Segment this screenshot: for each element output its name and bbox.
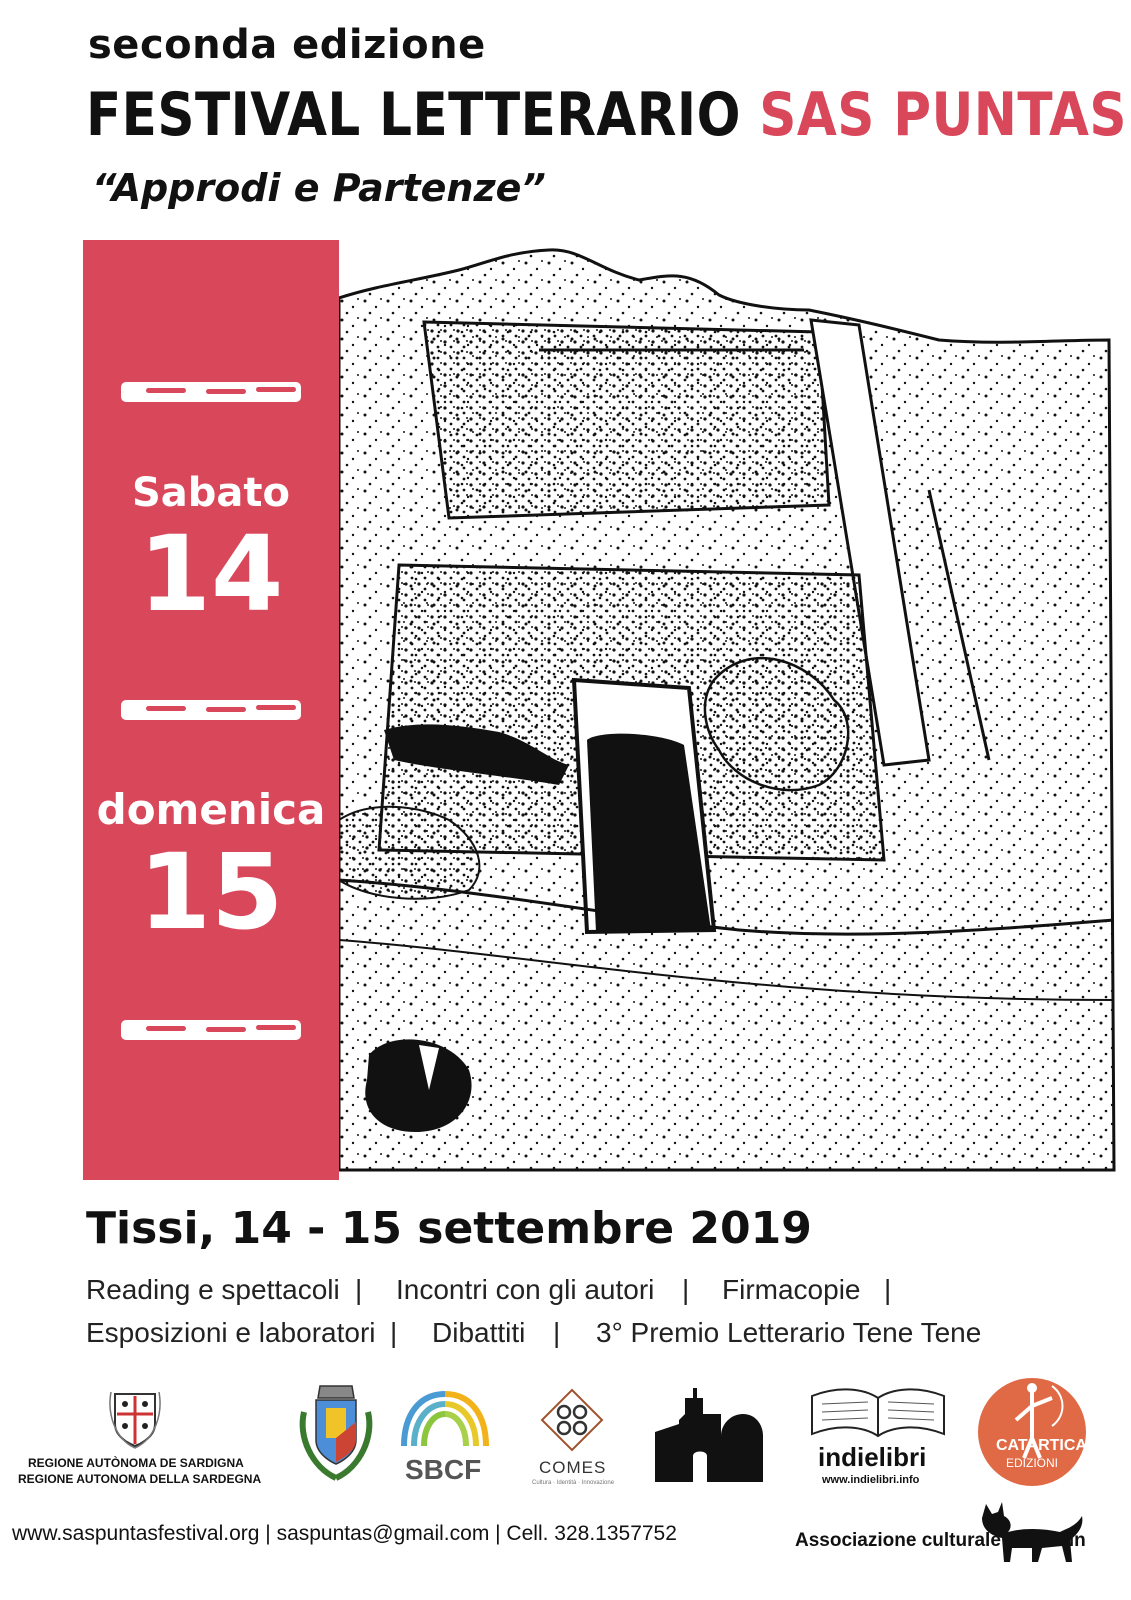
catartica-archer-logo-icon — [976, 1376, 1088, 1488]
festival-title-main: FESTIVAL LETTERARIO — [86, 80, 741, 150]
dates-band — [83, 240, 339, 1180]
comes-logo-icon — [540, 1388, 604, 1452]
festival-title-accent: SAS PUNTAS — [759, 80, 1127, 150]
comune-tissi-crest-icon — [294, 1382, 378, 1482]
day2-number: 15 — [138, 831, 284, 953]
activity-esposizioni: Esposizioni e laboratori — [86, 1317, 376, 1348]
activity-separator: | — [682, 1274, 690, 1305]
day1-number: 14 — [138, 513, 284, 635]
open-book-icon — [808, 1384, 948, 1444]
day2-name: domenica — [96, 785, 326, 834]
day1-name: Sabato — [131, 470, 291, 516]
contact-footer: www.saspuntasfestival.org | saspuntas@gmail.com | Cell. 328.1357752 — [12, 1522, 677, 1545]
regione-sardegna-emblem-icon — [105, 1384, 165, 1450]
sbcf-logo-icon — [400, 1384, 490, 1448]
comes-tagline: Cultura · Identità · Innovazione — [532, 1480, 615, 1486]
brush-divider-top — [121, 382, 301, 402]
activity-separator: | — [390, 1317, 398, 1348]
church-silhouette-icon — [655, 1384, 765, 1484]
festival-theme: “Approdi e Partenze” — [92, 166, 546, 210]
indielibri-label: indielibri — [818, 1442, 927, 1472]
activity-reading: Reading e spettacoli — [86, 1274, 340, 1305]
activity-separator: | — [355, 1274, 363, 1305]
regione-label-sardo: REGIONE AUTÒNOMA DE SARDIGNA — [28, 1456, 244, 1470]
indielibri-url: www.indielibri.info — [822, 1474, 920, 1486]
edition-label: seconda edizione — [88, 22, 486, 68]
catartica-sublabel: EDIZIONI — [1006, 1456, 1059, 1470]
domus-de-janas-illustration — [339, 240, 1119, 1180]
activity-separator: | — [884, 1274, 892, 1305]
activity-separator: | — [553, 1317, 561, 1348]
activity-premio: 3° Premio Letterario Tene Tene — [596, 1317, 982, 1348]
place-and-dates: Tissi, 14 - 15 settembre 2019 — [86, 1203, 812, 1254]
flin-name: Flin — [1052, 1530, 1086, 1551]
festival-title — [86, 80, 1127, 150]
regione-label-italiano: REGIONE AUTONOMA DELLA SARDEGNA — [18, 1472, 262, 1486]
comes-label: COMES — [539, 1458, 607, 1477]
catartica-label: CATARTICA — [996, 1437, 1087, 1454]
sbcf-label: SBCF — [405, 1454, 482, 1485]
brush-divider-bottom — [121, 1020, 301, 1040]
flin-association-label: Associazione culturale — [795, 1530, 1001, 1551]
activity-incontri: Incontri con gli autori — [396, 1274, 655, 1305]
activity-dibattiti: Dibattiti — [432, 1317, 526, 1348]
brush-divider-middle — [121, 700, 301, 720]
activity-firmacopie: Firmacopie — [722, 1274, 861, 1305]
